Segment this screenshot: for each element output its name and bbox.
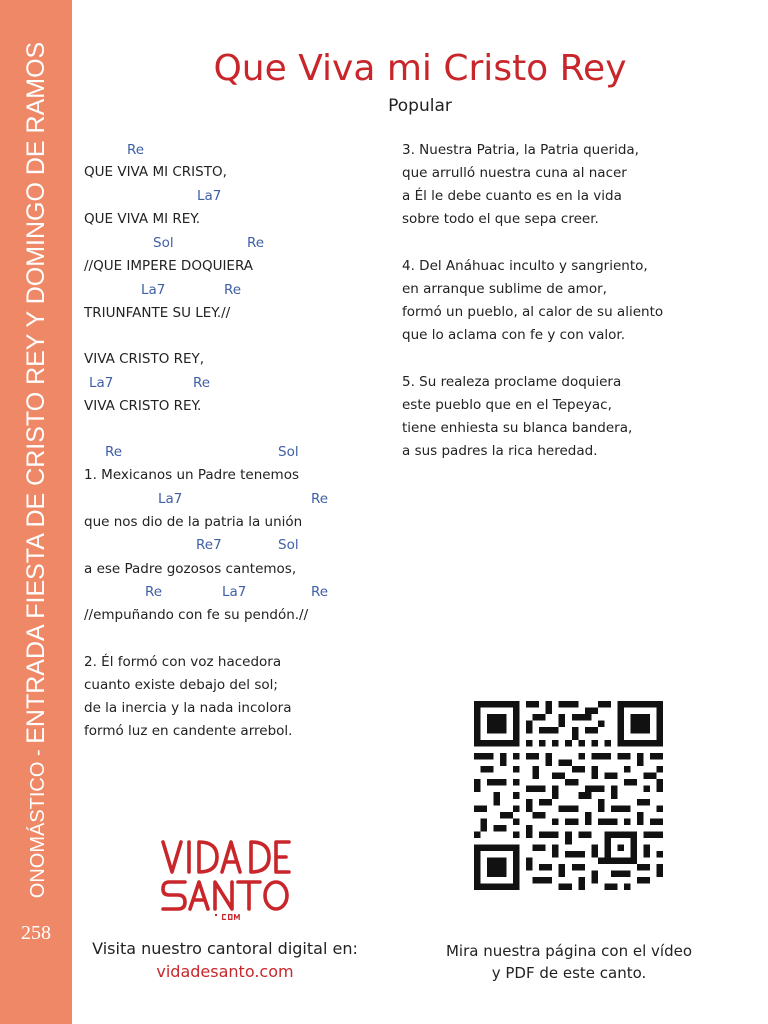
chord: Sol: [278, 444, 299, 460]
lyric-line: que nos dio de la patria la unión: [84, 514, 303, 530]
verse-line: este pueblo que en el Tepeyac,: [402, 397, 612, 413]
verse-line: formó un pueblo, al calor de su aliento: [402, 304, 664, 320]
lyric-line: VIVA CRISTO REY.: [84, 398, 202, 414]
lyric-line: a ese Padre gozosos cantemos,: [84, 561, 297, 577]
lyric-line: de la inercia y la nada incolora: [84, 700, 292, 716]
lyric-line: QUE VIVA MI REY.: [84, 211, 201, 227]
chord: Sol: [153, 235, 174, 251]
footer-right: [420, 940, 718, 984]
lyric-line: 2. Él formó con voz hacedora: [84, 654, 282, 670]
footer-qr-text-2: y PDF de este canto.: [491, 964, 647, 982]
verse-line: que lo aclama con fe y con valor.: [402, 327, 626, 343]
verse-line: tiene enhiesta su blanca bandera,: [402, 420, 633, 436]
lyric-line: TRIUNFANTE SU LEY.//: [84, 305, 231, 321]
song-title: Que Viva mi Cristo Rey: [213, 48, 627, 89]
chord: Re: [224, 282, 242, 298]
chord: Re: [311, 491, 329, 507]
sidebar-category: ONOMÁSTICO: [27, 761, 49, 899]
chord: Re: [145, 584, 163, 600]
page-number: 258: [21, 922, 51, 944]
chord: La7: [158, 491, 183, 507]
verse-line: a sus padres la rica heredad.: [402, 443, 598, 459]
chord: Re: [105, 444, 123, 460]
lyric-line: VIVA CRISTO REY,: [84, 351, 205, 367]
chord: Re: [127, 142, 145, 158]
chord: Re: [247, 235, 265, 251]
verse-line: 5. Su realeza proclame doquiera: [402, 374, 622, 390]
lyric-line: formó luz en candente arrebol.: [84, 723, 293, 739]
sidebar: [0, 0, 72, 1024]
verse-line: a Él le debe cuanto es en la vida: [402, 188, 622, 204]
website-link[interactable]: vidadesanto.com: [156, 962, 294, 981]
sidebar-event: ENTRADA FIESTA DE CRISTO REY Y DOMINGO DE RAMOS: [22, 41, 50, 744]
verse-line: 4. Del Anáhuac inculto y sangriento,: [402, 258, 648, 274]
chord: La7: [197, 188, 222, 204]
lyric-line: //QUE IMPERE DOQUIERA: [84, 258, 254, 274]
chord: La7: [222, 584, 247, 600]
verse-line: sobre todo el que sepa creer.: [402, 211, 599, 227]
chord: La7: [141, 282, 166, 298]
chord: Re7: [196, 537, 222, 553]
chord: La7: [89, 375, 114, 391]
lyric-line: QUE VIVA MI CRISTO,: [84, 164, 227, 180]
chord: Re: [193, 375, 211, 391]
chord: Sol: [278, 537, 299, 553]
footer-qr-text: Mira nuestra página con el vídeo: [445, 942, 692, 960]
lyric-line: cuanto existe debajo del sol;: [84, 677, 278, 693]
lyric-line: 1. Mexicanos un Padre tenemos: [84, 467, 299, 483]
sidebar-separator: -: [27, 743, 49, 762]
qr-code: [474, 701, 663, 890]
chord: Re: [311, 584, 329, 600]
verse-line: que arrulló nuestra cuna al nacer: [402, 165, 627, 181]
footer-left: [72, 937, 378, 983]
sidebar-label: [6, 40, 66, 900]
footer-visit-text: Visita nuestro cantoral digital en:: [92, 939, 358, 958]
song-author: Popular: [388, 96, 452, 116]
verse-line: 3. Nuestra Patria, la Patria querida,: [402, 142, 639, 158]
verse-line: en arranque sublime de amor,: [402, 281, 607, 297]
lyric-line: //empuñando con fe su pendón.//: [84, 607, 309, 623]
vida-de-santo-logo: [159, 838, 293, 926]
